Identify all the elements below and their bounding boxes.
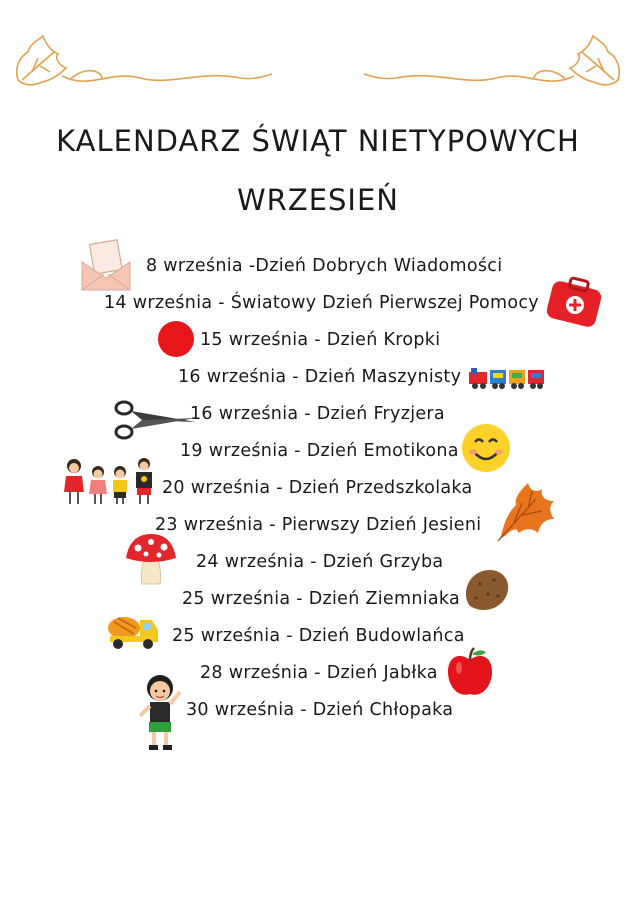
- scissors-icon: [112, 398, 198, 442]
- list-item: 25 września - Dzień Budowlańca: [172, 626, 465, 646]
- first-aid-kit-icon: [545, 275, 603, 329]
- children-icon: [60, 456, 160, 508]
- ornament-left-leaf-icon: [10, 30, 280, 100]
- red-dot-icon: [157, 320, 195, 358]
- list-item: 8 września -Dzień Dobrych Wiadomości: [146, 256, 503, 276]
- list-item: 15 września - Dzień Kropki: [200, 330, 441, 350]
- smiley-icon: [460, 422, 512, 474]
- list-item: 24 września - Dzień Grzyba: [196, 552, 444, 572]
- cement-truck-icon: [106, 612, 160, 650]
- boy-icon: [134, 672, 186, 752]
- list-item: 30 września - Dzień Chłopaka: [186, 700, 454, 720]
- list-item: 28 września - Dzień Jabłka: [200, 663, 438, 683]
- ornament-right-leaf-icon: [356, 30, 626, 100]
- apple-icon: [446, 646, 494, 698]
- list-item: 16 września - Dzień Maszynisty: [178, 367, 462, 387]
- list-item: 16 września - Dzień Fryzjera: [190, 404, 445, 424]
- autumn-leaf-icon: [492, 481, 556, 543]
- page-title: KALENDARZ ŚWIĄT NIETYPOWYCH: [56, 124, 580, 158]
- list-item: 19 września - Dzień Emotikona: [180, 441, 459, 461]
- list-item: 25 września - Dzień Ziemniaka: [182, 589, 461, 609]
- list-item: 20 września - Dzień Przedszkolaka: [162, 478, 473, 498]
- list-item: 23 września - Pierwszy Dzień Jesieni: [155, 515, 482, 535]
- mushroom-icon: [124, 532, 178, 586]
- page-subtitle-month: WRZESIEŃ: [237, 183, 399, 217]
- list-item: 14 września - Światowy Dzień Pierwszej Pomocy: [104, 293, 539, 313]
- envelope-icon: [78, 238, 134, 294]
- potato-icon: [460, 566, 512, 616]
- toy-train-icon: [467, 364, 547, 392]
